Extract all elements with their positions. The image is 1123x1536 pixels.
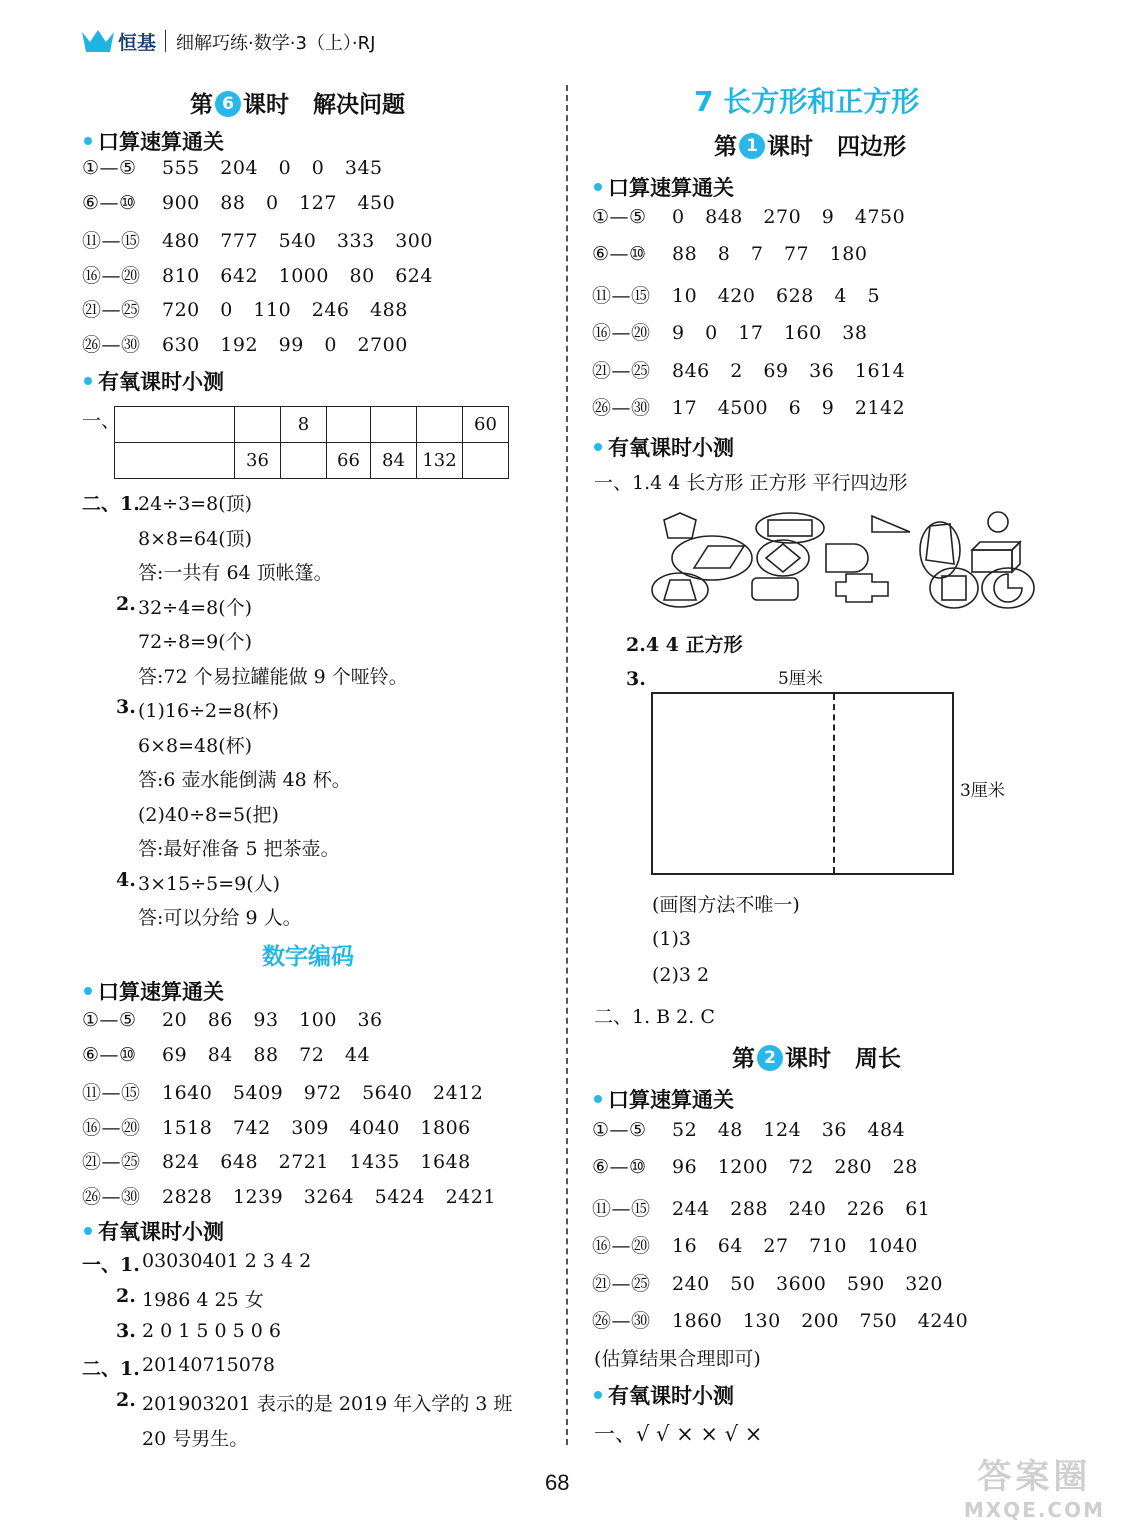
answer-line: 72÷8=9(个) [138,631,253,653]
table-cell [371,407,417,443]
rectangle-drawing [651,692,954,875]
question-label: 4. [116,868,136,891]
cuboid-side [1012,542,1020,572]
calc-row [592,1306,968,1333]
row-range-label: ⑪—⑮ [592,284,651,307]
row-range-label: ⑯—⑳ [592,1235,651,1258]
row-range-label: ㉑—㉕ [82,1151,141,1174]
calc-row [82,226,433,253]
rounded-rect-shape [752,578,798,600]
answer-line: 3×15÷5=9(人) [138,872,281,895]
answer-line: 答:72 个易拉罐能做 9 个哑铃。 [138,665,408,688]
row-values: 244 288 240 226 61 [672,1197,931,1220]
table-row [115,443,509,479]
trapezoid-shape [664,580,696,600]
parallelogram-shape [694,546,744,568]
bullet-dot-icon [84,377,92,385]
section-title: 有氧课时小测 [84,1216,224,1246]
row-range-label: ⑪—⑮ [82,230,141,253]
row-values: 900 88 0 127 450 [162,191,396,214]
table-cell [463,443,509,479]
row-values: 480 777 540 333 300 [162,230,433,253]
row-range-label: ①—⑤ [592,206,647,228]
calc-row [82,1147,471,1174]
row-values: 720 0 110 246 488 [162,299,408,322]
row-values: 52 48 124 36 484 [672,1119,906,1141]
row-values: 240 50 3600 590 320 [672,1272,943,1295]
note-text: (画图方法不唯一) [652,894,800,916]
subsection-title: 数字编码 [262,944,354,970]
answer-line: 2 0 1 5 0 5 0 6 [142,1320,281,1342]
answer-line: 20140715078 [142,1354,275,1376]
row-range-label: ⑥—⑩ [82,1043,137,1066]
row-range-label: ㉖—㉚ [592,1310,651,1332]
bullet-dot-icon [594,443,602,451]
bullet-dot-icon [84,137,92,145]
row-values: 96 1200 72 280 28 [672,1156,918,1179]
row-values: 1860 130 200 750 4240 [672,1310,969,1332]
question-label: 2. [116,1285,136,1307]
watermark [964,1449,1105,1522]
answer-line: 答:一共有 64 顶帐篷。 [138,562,333,584]
answer-line: (2)3 2 [652,964,710,986]
row-range-label: ⑥—⑩ [592,1156,647,1179]
lesson-number-badge: 1 [739,133,765,159]
row-range-label: ㉑—㉕ [82,299,141,322]
question-label: 一、1. [82,1254,140,1276]
row-range-label: ㉖—㉚ [82,1186,141,1208]
row-range-label: ⑯—⑳ [82,264,141,287]
row-range-label: ㉑—㉕ [592,359,651,382]
lesson-number-badge: 2 [757,1045,783,1071]
watermark-bottom: MXQE.COM [963,1498,1105,1522]
width-label: 5厘米 [778,669,823,689]
bullet-dot-icon [594,1095,602,1103]
calc-row [82,1044,370,1066]
circle-shape [988,512,1008,532]
watermark-top: 答案圈 [977,1457,1092,1497]
answer-line: 8×8=64(顶) [138,527,253,550]
row-values: 1640 5409 972 5640 2412 [162,1082,484,1105]
answer-line: 答:可以分给 9 人。 [138,907,302,929]
circled-group [930,568,978,608]
calc-row [592,243,867,265]
answer-line: 24÷3=8(顶) [138,493,253,515]
section-title: 口算速算通关 [84,126,224,156]
answer-line: (2)40÷8=5(把) [138,803,279,826]
page-number: 68 [545,1470,570,1495]
table-cell: 132 [417,443,463,479]
table-cell [281,443,327,479]
row-values: 69 84 88 72 44 [162,1043,371,1066]
header-separator [165,30,166,52]
answer-line: 32÷4=8(个) [138,596,253,619]
answer-line: 答:最好准备 5 把茶壶。 [138,838,340,860]
row-range-label: ㉖—㉚ [592,397,651,419]
shapes-figure [650,508,1040,610]
height-label: 3厘米 [960,781,1005,801]
question-label: 2. [116,1389,136,1411]
calc-row [82,261,433,288]
row-values: 1518 742 309 4040 1806 [162,1116,471,1139]
row-range-label: ⑪—⑮ [82,1082,141,1105]
column-divider [566,85,568,1445]
row-range-label: ㉑—㉕ [592,1272,651,1295]
answer-line: 二、1. B 2. C [594,1006,715,1028]
row-range-label: ⑥—⑩ [592,243,647,266]
table-cell [115,407,235,443]
sector-shape [994,574,1022,602]
row-range-label: ⑥—⑩ [82,191,137,214]
circled-group [756,513,824,543]
row-range-label: ①—⑤ [82,157,137,179]
calc-row [592,281,880,308]
answer-line: (1)16÷2=8(杯) [138,700,279,722]
calc-row [82,1078,483,1105]
row-values: 846 2 69 36 1614 [672,359,906,382]
answer-line: 一、√ √ × × √ × [594,1422,763,1446]
question-label: 二、1. [82,493,140,515]
circled-group [652,573,708,607]
section-title: 有氧课时小测 [594,1380,734,1410]
section-title: 有氧课时小测 [84,366,224,396]
question-label: 3. [116,1320,136,1342]
answer-line: 20 号男生。 [142,1428,249,1450]
row-range-label: ⑪—⑮ [592,1197,651,1220]
answer-line: 2.4 4 正方形 [626,634,743,656]
table-cell: 66 [327,443,371,479]
table-row [115,407,509,443]
calc-row [592,318,867,345]
calc-row [592,1231,918,1258]
logo-text: 恒基 [118,32,157,54]
answer-line: 一、1.4 4 长方形 正方形 平行四边形 [594,472,908,494]
row-range-label: ㉖—㉚ [82,334,141,356]
table-cell: 36 [235,443,281,479]
rectangle-shape [768,520,812,536]
calc-row [82,192,395,214]
square-shape [942,576,966,600]
pentagon-shape [664,513,696,538]
table-cell [235,407,281,443]
bullet-dot-icon [594,1391,602,1399]
calc-row [592,206,905,228]
bullet-dot-icon [84,987,92,995]
row-values: 2828 1239 3264 5424 2421 [162,1186,496,1208]
table-cell: 8 [281,407,327,443]
triangle-shape [872,516,910,532]
lesson-heading-right-1: 第 1 课时 四边形 [714,134,907,160]
unit-title: 7 长方形和正方形 [694,85,920,118]
row-values: 9 0 17 160 38 [672,322,868,345]
calc-row [592,1194,930,1221]
calc-row [82,1009,383,1031]
section-title: 口算速算通关 [84,976,224,1006]
calc-row [82,1182,496,1209]
row-values: 10 420 628 4 5 [672,284,881,307]
table-cell: 84 [371,443,417,479]
calc-row [592,356,905,383]
question-label: 3. [626,668,646,690]
d-shape [826,544,868,572]
answer-line: 6×8=48(杯) [138,734,253,757]
answer-line: (1)3 [652,928,692,950]
table-cell [417,407,463,443]
row-values: 17 4500 6 9 2142 [672,397,906,419]
note-text: (估算结果合理即可) [594,1348,761,1370]
section-title: 口算速算通关 [594,1084,734,1114]
question-label: 3. [116,696,136,718]
calc-row [592,1156,918,1178]
calc-row [82,1113,471,1140]
logo-icon [80,28,116,54]
row-values: 88 8 7 77 180 [672,243,868,266]
table-cell [115,443,235,479]
calc-row [82,157,383,179]
rhombus-shape [766,544,800,572]
section-title: 口算速算通关 [594,172,734,202]
circled-group [920,522,960,578]
lesson-number-badge: 6 [215,91,241,117]
header-subtitle: 细解巧练·数学·3（上）·RJ [176,33,376,54]
calc-row [592,1119,905,1141]
dashed-split-line [833,694,835,873]
bullet-dot-icon [84,1227,92,1235]
lesson-heading-left: 第 6 课时 解决问题 [190,92,406,118]
question-label: 一、 [82,410,121,432]
row-values: 824 648 2721 1435 1648 [162,1151,471,1174]
row-values: 810 642 1000 80 624 [162,264,433,287]
row-values: 20 86 93 100 36 [162,1009,383,1031]
question-label: 2. [116,592,136,615]
calc-row [592,393,905,420]
answer-line: 1986 4 25 女 [142,1289,264,1311]
calc-row [82,330,408,357]
quadrilateral-shape [926,524,954,564]
row-range-label: ①—⑤ [592,1119,647,1141]
cross-shape [836,574,888,602]
row-range-label: ⑯—⑳ [592,322,651,345]
brand-logo [80,28,116,58]
lesson-heading-right-2: 第 2 课时 周长 [732,1046,902,1072]
table-cell [327,407,371,443]
row-values: 555 204 0 0 345 [162,157,383,179]
table-cell: 60 [463,407,509,443]
calc-row [592,1269,943,1296]
row-range-label: ⑯—⑳ [82,1116,141,1139]
answer-table [114,406,509,479]
question-label: 二、1. [82,1358,140,1380]
answer-line: 答:6 壶水能倒满 48 杯。 [138,769,351,791]
row-values: 16 64 27 710 1040 [672,1235,918,1258]
answer-line: 03030401 2 3 4 2 [142,1250,312,1272]
row-values: 0 848 270 9 4750 [672,206,906,228]
row-values: 630 192 99 0 2700 [162,334,408,356]
section-title: 有氧课时小测 [594,432,734,462]
calc-row [82,295,408,322]
row-range-label: ①—⑤ [82,1009,137,1031]
answer-line: 201903201 表示的是 2019 年入学的 3 班 [142,1393,513,1415]
bullet-dot-icon [594,183,602,191]
